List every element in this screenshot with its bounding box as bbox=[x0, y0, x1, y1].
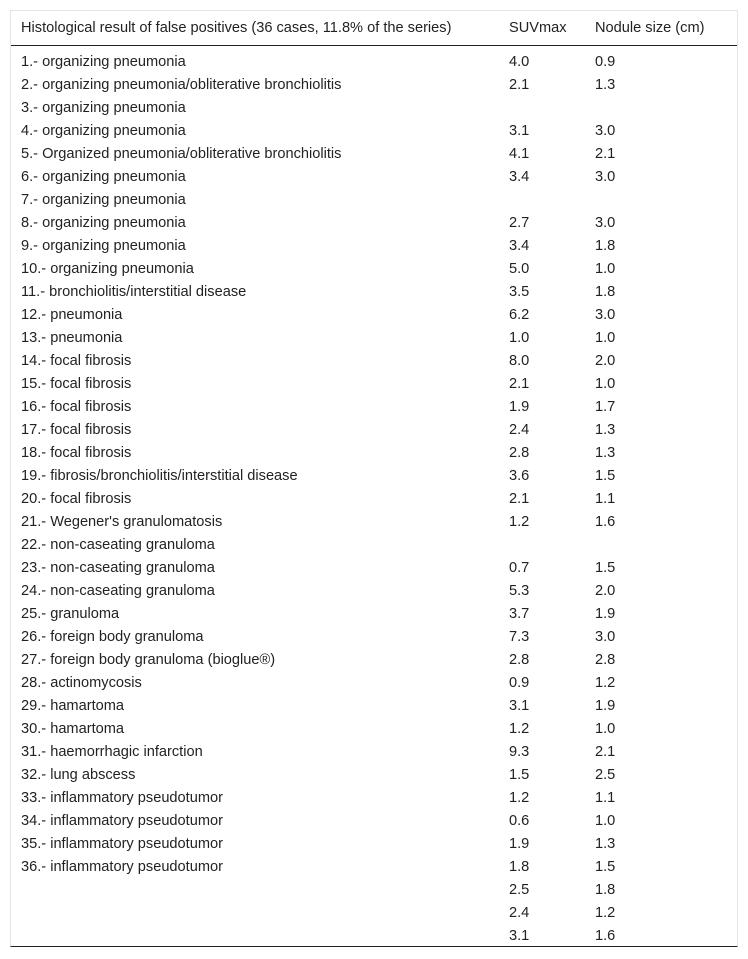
cell-nodule-size bbox=[585, 97, 737, 120]
cell-histology: 5.- Organized pneumonia/obliterative bronchiolitis bbox=[21, 146, 342, 162]
cell-suvmax: 2.4 bbox=[509, 905, 530, 921]
cell-nodule-size: 1.1 bbox=[595, 790, 616, 806]
cell-nodule-size: 1.5 bbox=[595, 468, 616, 484]
cell-histology: 19.- fibrosis/bronchiolitis/interstitial disease bbox=[21, 468, 298, 484]
cell-histology: 6.- organizing pneumonia bbox=[21, 169, 186, 185]
cell-suvmax: 8.0 bbox=[509, 353, 530, 369]
cell-suvmax: 1.5 bbox=[509, 767, 530, 783]
table-row bbox=[11, 442, 737, 465]
cell-suvmax: 1.2 bbox=[509, 790, 530, 806]
table-row bbox=[11, 603, 737, 626]
cell-nodule-size: 3.0 bbox=[595, 307, 616, 323]
table-row bbox=[11, 46, 737, 75]
table-row bbox=[11, 97, 737, 120]
cell-nodule-size: 1.8 bbox=[595, 238, 616, 254]
table-row bbox=[11, 810, 737, 833]
cell-suvmax bbox=[499, 189, 585, 212]
cell-histology: 8.- organizing pneumonia bbox=[21, 215, 186, 231]
cell-suvmax: 4.1 bbox=[509, 146, 530, 162]
cell-suvmax: 2.8 bbox=[509, 445, 530, 461]
cell-nodule-size bbox=[585, 534, 737, 557]
table-row bbox=[11, 166, 737, 189]
table-row bbox=[11, 833, 737, 856]
cell-nodule-size: 1.5 bbox=[595, 560, 616, 576]
cell-histology: 10.- organizing pneumonia bbox=[21, 261, 194, 277]
cell-histology: 34.- inflammatory pseudotumor bbox=[21, 813, 223, 829]
table-row bbox=[11, 787, 737, 810]
cell-suvmax: 1.2 bbox=[509, 721, 530, 737]
cell-suvmax: 3.4 bbox=[509, 169, 530, 185]
cell-suvmax: 2.1 bbox=[509, 77, 530, 93]
table-row bbox=[11, 902, 737, 925]
cell-suvmax: 4.0 bbox=[509, 54, 530, 70]
cell-suvmax: 3.6 bbox=[509, 468, 530, 484]
table-row bbox=[11, 281, 737, 304]
cell-histology: 20.- focal fibrosis bbox=[21, 491, 132, 507]
cell-suvmax: 2.1 bbox=[509, 376, 530, 392]
cell-suvmax: 0.7 bbox=[509, 560, 530, 576]
header-row bbox=[11, 11, 737, 46]
cell-suvmax bbox=[499, 534, 585, 557]
cell-nodule-size: 1.7 bbox=[595, 399, 616, 415]
table-row bbox=[11, 74, 737, 97]
cell-suvmax: 2.4 bbox=[509, 422, 530, 438]
table-row bbox=[11, 373, 737, 396]
cell-nodule-size: 1.3 bbox=[595, 836, 616, 852]
cell-suvmax: 9.3 bbox=[509, 744, 530, 760]
table-row bbox=[11, 212, 737, 235]
table-row bbox=[11, 258, 737, 281]
table-row bbox=[11, 120, 737, 143]
table-row bbox=[11, 764, 737, 787]
cell-nodule-size: 2.1 bbox=[595, 744, 616, 760]
table-row bbox=[11, 695, 737, 718]
header-histology: Histological result of false positives (36 cases, 11.8% of the series) bbox=[11, 11, 499, 46]
cell-histology: 29.- hamartoma bbox=[21, 698, 125, 714]
table-row bbox=[11, 626, 737, 649]
cell-suvmax: 1.8 bbox=[509, 859, 530, 875]
cell-suvmax: 3.1 bbox=[509, 698, 530, 714]
cell-suvmax: 1.2 bbox=[509, 514, 530, 530]
cell-suvmax: 3.7 bbox=[509, 606, 530, 622]
cell-suvmax: 2.8 bbox=[509, 652, 530, 668]
cell-nodule-size: 1.9 bbox=[595, 606, 616, 622]
cell-histology: 17.- focal fibrosis bbox=[21, 422, 132, 438]
cell-histology: 21.- Wegener's granulomatosis bbox=[21, 514, 223, 530]
table-row bbox=[11, 327, 737, 350]
cell-histology: 28.- actinomycosis bbox=[21, 675, 142, 691]
cell-nodule-size bbox=[585, 189, 737, 212]
cell-nodule-size: 0.9 bbox=[595, 54, 616, 70]
cell-suvmax: 1.9 bbox=[509, 836, 530, 852]
cell-suvmax: 2.7 bbox=[509, 215, 530, 231]
table-row bbox=[11, 189, 737, 212]
table-row bbox=[11, 879, 737, 902]
cell-suvmax: 7.3 bbox=[509, 629, 530, 645]
header-nodule-size: Nodule size (cm) bbox=[585, 11, 737, 46]
table-row bbox=[11, 856, 737, 879]
cell-nodule-size: 1.3 bbox=[595, 445, 616, 461]
cell-nodule-size: 1.8 bbox=[595, 882, 616, 898]
cell-histology: 27.- foreign body granuloma (bioglue®) bbox=[21, 652, 276, 668]
false-positives-table-container bbox=[10, 10, 738, 947]
cell-histology: 30.- hamartoma bbox=[21, 721, 125, 737]
table-body bbox=[11, 46, 737, 949]
table-row bbox=[11, 511, 737, 534]
table-row bbox=[11, 672, 737, 695]
cell-nodule-size: 1.2 bbox=[595, 675, 616, 691]
cell-histology bbox=[11, 902, 499, 925]
table-row bbox=[11, 557, 737, 580]
table-row bbox=[11, 925, 737, 948]
cell-nodule-size: 1.9 bbox=[595, 698, 616, 714]
table-header bbox=[11, 11, 737, 46]
cell-suvmax bbox=[499, 97, 585, 120]
cell-suvmax: 3.5 bbox=[509, 284, 530, 300]
cell-histology: 14.- focal fibrosis bbox=[21, 353, 132, 369]
table-row bbox=[11, 580, 737, 603]
cell-nodule-size: 1.0 bbox=[595, 261, 616, 277]
table-row bbox=[11, 649, 737, 672]
cell-nodule-size: 1.1 bbox=[595, 491, 616, 507]
cell-suvmax: 1.0 bbox=[509, 330, 530, 346]
table-row bbox=[11, 488, 737, 511]
cell-suvmax: 5.0 bbox=[509, 261, 530, 277]
cell-histology: 16.- focal fibrosis bbox=[21, 399, 132, 415]
cell-nodule-size: 1.5 bbox=[595, 859, 616, 875]
cell-histology: 32.- lung abscess bbox=[21, 767, 136, 783]
cell-suvmax: 3.1 bbox=[509, 123, 530, 139]
cell-nodule-size: 3.0 bbox=[595, 123, 616, 139]
table-row bbox=[11, 419, 737, 442]
cell-nodule-size: 1.2 bbox=[595, 905, 616, 921]
cell-suvmax: 2.5 bbox=[509, 882, 530, 898]
cell-histology: 1.- organizing pneumonia bbox=[21, 54, 186, 70]
cell-suvmax: 3.1 bbox=[509, 928, 530, 944]
cell-histology: 4.- organizing pneumonia bbox=[21, 123, 186, 139]
cell-histology: 13.- pneumonia bbox=[21, 330, 123, 346]
cell-nodule-size: 1.6 bbox=[595, 928, 616, 944]
cell-suvmax: 2.1 bbox=[509, 491, 530, 507]
cell-histology: 24.- non-caseating granuloma bbox=[21, 583, 215, 599]
cell-histology: 31.- haemorrhagic infarction bbox=[21, 744, 203, 760]
cell-histology: 15.- focal fibrosis bbox=[21, 376, 132, 392]
cell-nodule-size: 1.0 bbox=[595, 813, 616, 829]
cell-suvmax: 5.3 bbox=[509, 583, 530, 599]
cell-suvmax: 1.9 bbox=[509, 399, 530, 415]
cell-nodule-size: 3.0 bbox=[595, 629, 616, 645]
cell-suvmax: 0.9 bbox=[509, 675, 530, 691]
table-row bbox=[11, 534, 737, 557]
cell-nodule-size: 3.0 bbox=[595, 169, 616, 185]
cell-nodule-size: 1.8 bbox=[595, 284, 616, 300]
cell-nodule-size: 1.0 bbox=[595, 330, 616, 346]
header-suvmax: SUVmax bbox=[499, 11, 585, 46]
cell-nodule-size: 2.0 bbox=[595, 583, 616, 599]
cell-nodule-size: 1.0 bbox=[595, 376, 616, 392]
table-row bbox=[11, 143, 737, 166]
cell-nodule-size: 2.5 bbox=[595, 767, 616, 783]
cell-nodule-size: 1.3 bbox=[595, 422, 616, 438]
table-row bbox=[11, 350, 737, 373]
cell-histology: 22.- non-caseating granuloma bbox=[21, 537, 215, 553]
cell-nodule-size: 1.3 bbox=[595, 77, 616, 93]
cell-histology: 9.- organizing pneumonia bbox=[21, 238, 186, 254]
table-row bbox=[11, 465, 737, 488]
cell-histology bbox=[11, 925, 499, 948]
cell-histology: 7.- organizing pneumonia bbox=[21, 192, 186, 208]
cell-histology: 2.- organizing pneumonia/obliterative bronchiolitis bbox=[21, 77, 342, 93]
cell-nodule-size: 3.0 bbox=[595, 215, 616, 231]
table-row bbox=[11, 718, 737, 741]
cell-histology: 26.- foreign body granuloma bbox=[21, 629, 204, 645]
cell-histology: 3.- organizing pneumonia bbox=[21, 100, 186, 116]
cell-histology bbox=[11, 879, 499, 902]
cell-histology: 18.- focal fibrosis bbox=[21, 445, 132, 461]
cell-nodule-size: 1.6 bbox=[595, 514, 616, 530]
cell-histology: 25.- granuloma bbox=[21, 606, 120, 622]
cell-suvmax: 3.4 bbox=[509, 238, 530, 254]
cell-histology: 35.- inflammatory pseudotumor bbox=[21, 836, 223, 852]
cell-histology: 33.- inflammatory pseudotumor bbox=[21, 790, 223, 806]
false-positives-table bbox=[11, 11, 737, 948]
cell-histology: 36.- inflammatory pseudotumor bbox=[21, 859, 223, 875]
cell-nodule-size: 2.8 bbox=[595, 652, 616, 668]
cell-suvmax: 6.2 bbox=[509, 307, 530, 323]
table-row bbox=[11, 396, 737, 419]
cell-histology: 12.- pneumonia bbox=[21, 307, 123, 323]
table-row bbox=[11, 741, 737, 764]
table-row bbox=[11, 235, 737, 258]
cell-histology: 11.- bronchiolitis/interstitial disease bbox=[21, 284, 247, 300]
cell-nodule-size: 2.1 bbox=[595, 146, 616, 162]
cell-nodule-size: 2.0 bbox=[595, 353, 616, 369]
cell-nodule-size: 1.0 bbox=[595, 721, 616, 737]
cell-histology: 23.- non-caseating granuloma bbox=[21, 560, 215, 576]
cell-suvmax: 0.6 bbox=[509, 813, 530, 829]
table-row bbox=[11, 304, 737, 327]
